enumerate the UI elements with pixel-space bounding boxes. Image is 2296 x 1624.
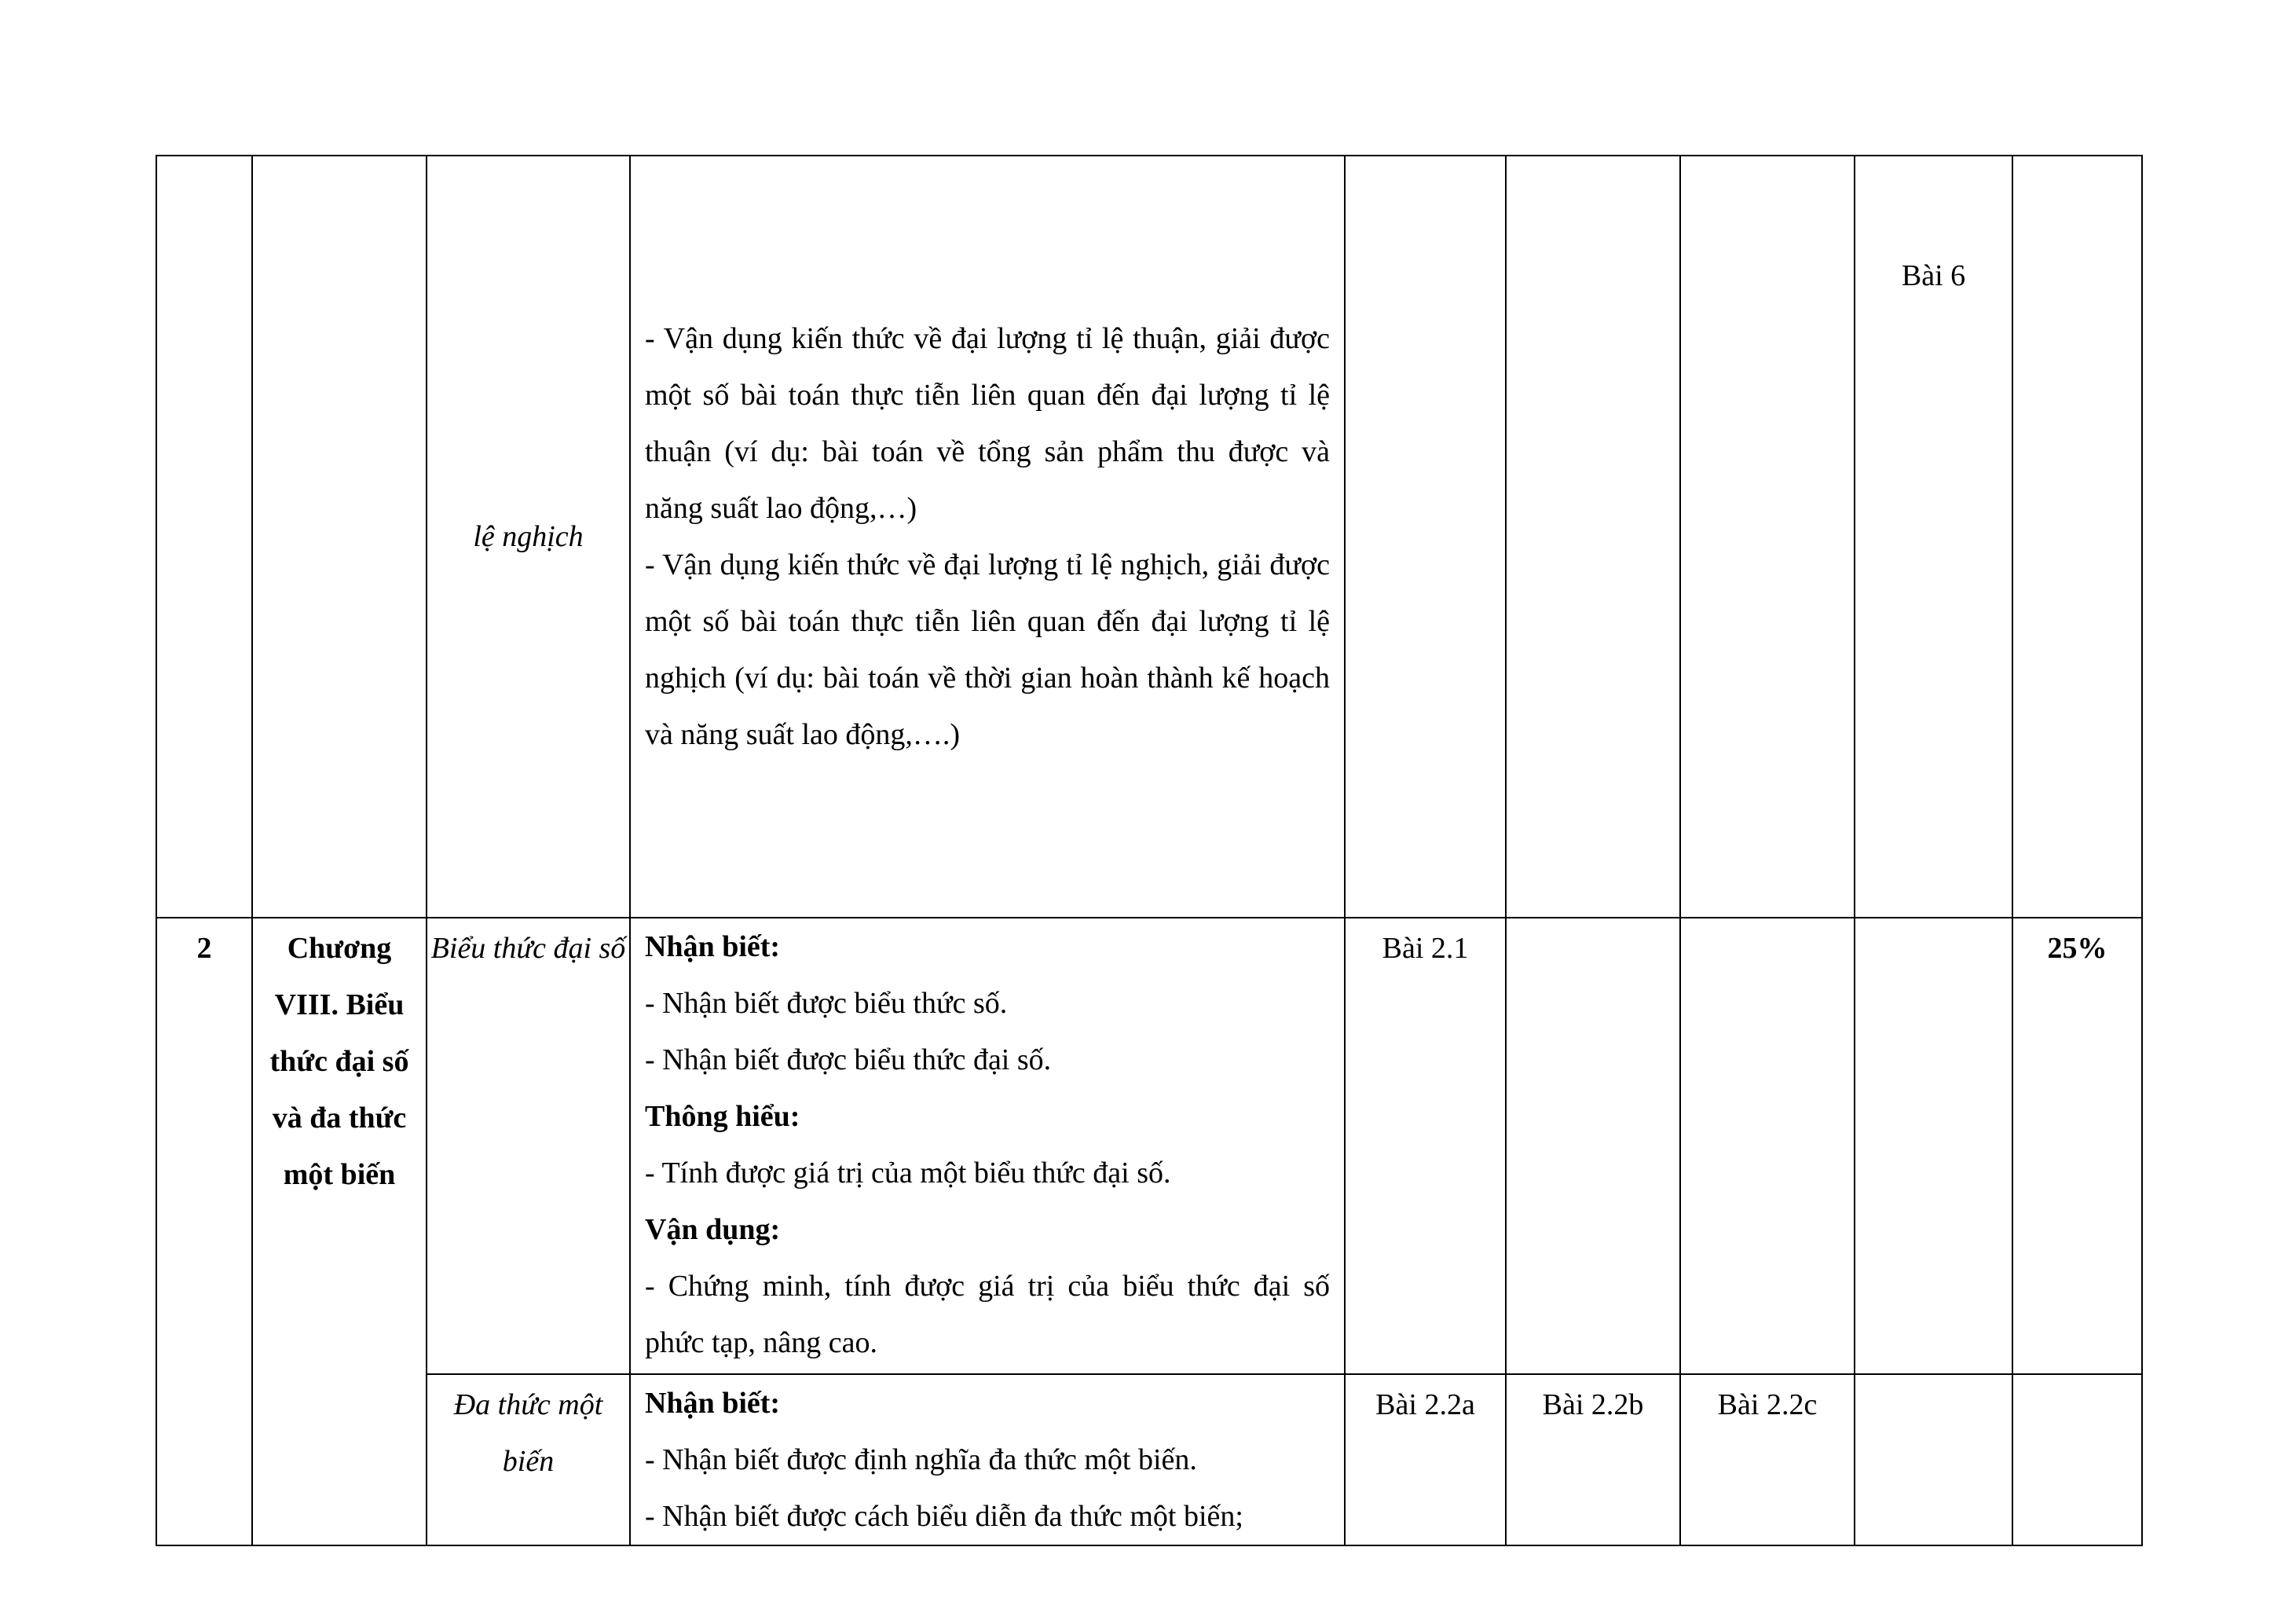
nhan-biet-cell xyxy=(1345,918,1506,1374)
van-dung-cao-cell xyxy=(1855,1374,2012,1545)
description-line: - Tính được giá trị của một biểu thức đại số. xyxy=(645,1157,1171,1190)
question-ref: Bài 6 xyxy=(1901,259,1966,292)
percent-cell-empty xyxy=(2012,1374,2142,1545)
question-ref: Bài 2.1 xyxy=(1382,932,1469,965)
description-line: - Nhận biết được định nghĩa đa thức một biến. xyxy=(645,1443,1197,1476)
level-heading: Nhận biết: xyxy=(645,930,781,963)
description-line: - Nhận biết được cách biểu diễn đa thức một biến; xyxy=(645,1500,1243,1533)
description-line: - Chứng minh, tính được giá trị của biểu thức đại số phức tạp, nâng cao. xyxy=(645,1270,1330,1359)
stt-cell xyxy=(156,918,252,1545)
nhan-biet-cell xyxy=(1345,1374,1506,1545)
van-dung-cell xyxy=(1680,918,1855,1374)
thong-hieu-cell xyxy=(1506,156,1680,918)
level-heading: Nhận biết: xyxy=(645,1387,781,1420)
van-dung-cell xyxy=(1680,156,1855,918)
description-cell xyxy=(630,918,1345,1374)
thong-hieu-cell xyxy=(1506,918,1680,1374)
topic-label: lệ nghịch xyxy=(473,520,584,553)
topic-name: Đa thức một biến xyxy=(453,1388,603,1478)
percent-value: 25% xyxy=(2047,932,2107,965)
topic-name: Biểu thức đại số xyxy=(430,932,626,965)
table-row-continuation xyxy=(156,156,2142,918)
level-heading: Thông hiểu: xyxy=(645,1100,800,1133)
question-ref: Bài 2.2b xyxy=(1542,1388,1644,1421)
chapter-cell xyxy=(252,918,427,1545)
question-ref: Bài 2.2a xyxy=(1375,1388,1475,1421)
chapter-cell-empty xyxy=(252,156,427,918)
topic-cell xyxy=(427,1374,630,1545)
nhan-biet-cell xyxy=(1345,156,1506,918)
description-cell xyxy=(630,156,1345,918)
percent-cell xyxy=(2012,918,2142,1374)
stt-number: 2 xyxy=(196,932,212,965)
description-line: - Vận dụng kiến thức về đại lượng tỉ lệ nghịch, giải được một số bài toán thực tiễn liên quan đến đại lượng tỉ lệ nghịch (ví dụ: bài toán về thời gian hoàn thành kế hoạch và năng suất lao động,….) xyxy=(645,548,1330,751)
percent-cell-empty xyxy=(2012,156,2142,918)
van-dung-cao-cell xyxy=(1855,918,2012,1374)
topic-cell xyxy=(427,918,630,1374)
level-heading: Vận dụng: xyxy=(645,1213,781,1246)
description-line: - Vận dụng kiến thức về đại lượng tỉ lệ thuận, giải được một số bài toán thực tiễn liên quan đến đại lượng tỉ lệ thuận (ví dụ: bài toán về tổng sản phẩm thu được và năng suất lao động,…) xyxy=(645,322,1330,525)
table-row-chapter8-topic2 xyxy=(156,1374,2142,1545)
description-line: - Nhận biết được biểu thức số. xyxy=(645,987,1008,1020)
thong-hieu-cell xyxy=(1506,1374,1680,1545)
description-line: - Nhận biết được biểu thức đại số. xyxy=(645,1043,1052,1076)
van-dung-cell xyxy=(1680,1374,1855,1545)
stt-cell-empty xyxy=(156,156,252,918)
chapter-title: Chương VIII. Biểu thức đại số và đa thức một biến xyxy=(269,932,409,1191)
question-ref: Bài 2.2c xyxy=(1717,1388,1818,1421)
table-row-chapter8-topic1 xyxy=(156,918,2142,1374)
topic-cell xyxy=(427,156,630,918)
specification-matrix-table xyxy=(156,155,2143,1546)
van-dung-cao-cell xyxy=(1855,156,2012,918)
description-cell xyxy=(630,1374,1345,1545)
